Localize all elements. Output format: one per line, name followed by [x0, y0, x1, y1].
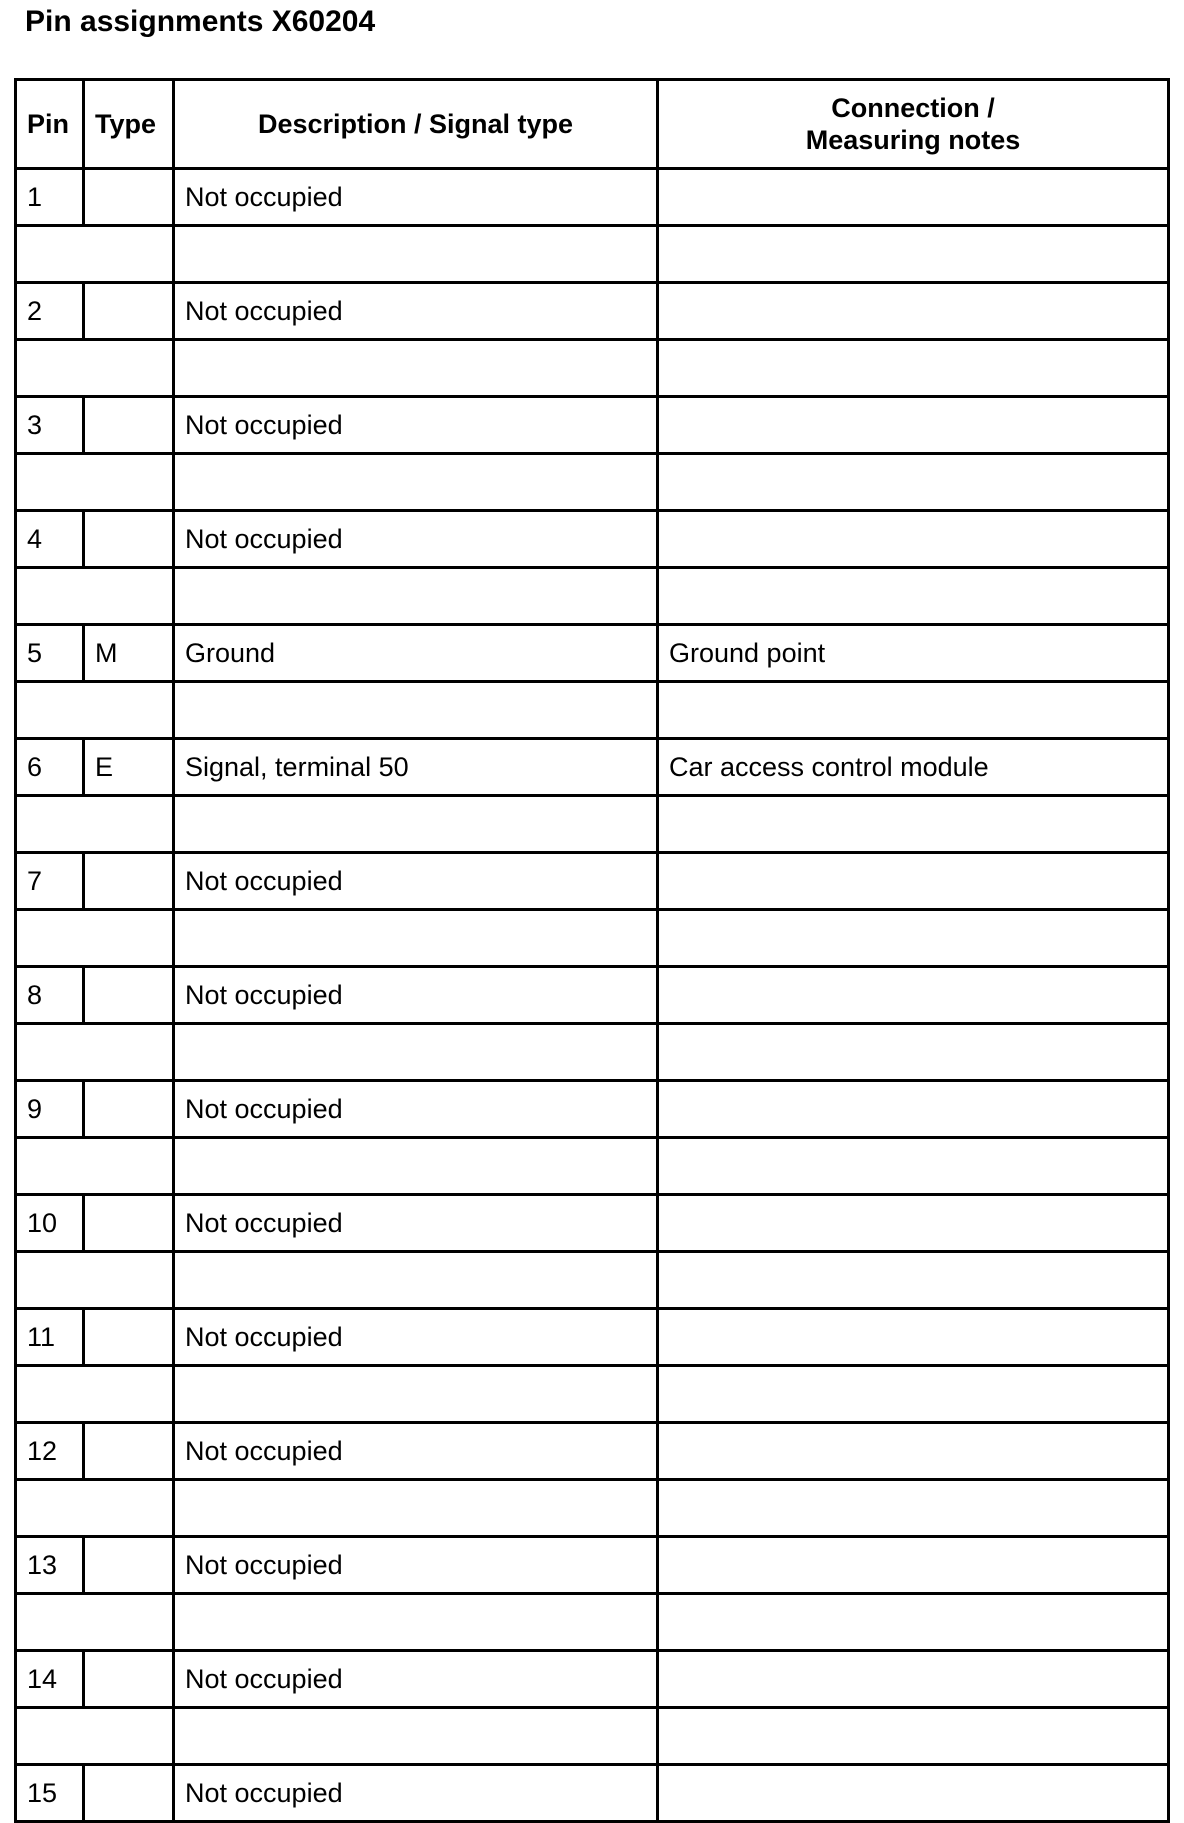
description-cell: Not occupied [174, 1195, 658, 1252]
spacer-row [16, 1252, 1169, 1309]
type-cell [84, 1081, 174, 1138]
table-row [16, 511, 1169, 568]
spacer-cell [16, 1708, 174, 1765]
spacer-row [16, 1708, 1169, 1765]
type-cell: M [84, 625, 174, 682]
description-cell: Not occupied [174, 169, 658, 226]
connection-cell [658, 1081, 1169, 1138]
pin-cell: 8 [16, 967, 84, 1024]
connection-cell [658, 1537, 1169, 1594]
type-cell: E [84, 739, 174, 796]
pin-cell: 6 [16, 739, 84, 796]
pin-cell: 1 [16, 169, 84, 226]
pin-cell: 15 [16, 1765, 84, 1822]
connection-cell [658, 169, 1169, 226]
type-cell [84, 511, 174, 568]
spacer-cell [658, 1366, 1169, 1423]
table-row [16, 1537, 1169, 1594]
connection-cell [658, 1309, 1169, 1366]
spacer-row [16, 796, 1169, 853]
spacer-cell [658, 910, 1169, 967]
spacer-row [16, 454, 1169, 511]
spacer-cell [658, 1480, 1169, 1537]
table-row [16, 739, 1169, 796]
spacer-row [16, 682, 1169, 739]
table-header-row [16, 80, 1169, 169]
spacer-row [16, 1024, 1169, 1081]
type-cell [84, 1195, 174, 1252]
type-cell [84, 967, 174, 1024]
spacer-cell [174, 340, 658, 397]
description-cell: Signal, terminal 50 [174, 739, 658, 796]
table-row [16, 1195, 1169, 1252]
header-pin: Pin [16, 80, 84, 169]
type-cell [84, 1765, 174, 1822]
header-description: Description / Signal type [174, 80, 658, 169]
connection-cell: Car access control module [658, 739, 1169, 796]
type-cell [84, 1309, 174, 1366]
spacer-cell [16, 568, 174, 625]
description-cell: Not occupied [174, 1309, 658, 1366]
spacer-cell [16, 1480, 174, 1537]
spacer-cell [174, 1594, 658, 1651]
spacer-cell [174, 1252, 658, 1309]
spacer-cell [174, 1138, 658, 1195]
pin-cell: 2 [16, 283, 84, 340]
spacer-cell [16, 1594, 174, 1651]
spacer-cell [16, 454, 174, 511]
spacer-cell [658, 454, 1169, 511]
spacer-cell [174, 682, 658, 739]
description-cell: Not occupied [174, 1537, 658, 1594]
spacer-row [16, 340, 1169, 397]
spacer-cell [658, 796, 1169, 853]
spacer-row [16, 1480, 1169, 1537]
table-row [16, 1765, 1169, 1822]
spacer-cell [658, 1594, 1169, 1651]
spacer-row [16, 1366, 1169, 1423]
spacer-cell [174, 226, 658, 283]
pin-cell: 3 [16, 397, 84, 454]
table-row [16, 283, 1169, 340]
spacer-cell [16, 1024, 174, 1081]
spacer-row [16, 1594, 1169, 1651]
table-body [16, 169, 1169, 1822]
spacer-cell [174, 910, 658, 967]
spacer-cell [658, 1708, 1169, 1765]
description-cell: Not occupied [174, 1765, 658, 1822]
header-type: Type [84, 80, 174, 169]
table-row [16, 1423, 1169, 1480]
connection-cell [658, 397, 1169, 454]
description-cell: Not occupied [174, 853, 658, 910]
type-cell [84, 853, 174, 910]
table-row [16, 1309, 1169, 1366]
type-cell [84, 1423, 174, 1480]
description-cell: Not occupied [174, 511, 658, 568]
spacer-cell [16, 1138, 174, 1195]
spacer-cell [16, 226, 174, 283]
spacer-cell [174, 1708, 658, 1765]
connection-cell: Ground point [658, 625, 1169, 682]
spacer-row [16, 910, 1169, 967]
type-cell [84, 1651, 174, 1708]
pin-cell: 9 [16, 1081, 84, 1138]
connection-cell [658, 1765, 1169, 1822]
type-cell [84, 283, 174, 340]
connection-cell [658, 283, 1169, 340]
type-cell [84, 169, 174, 226]
spacer-cell [658, 568, 1169, 625]
pin-cell: 12 [16, 1423, 84, 1480]
spacer-cell [16, 1252, 174, 1309]
spacer-cell [16, 1366, 174, 1423]
spacer-row [16, 1138, 1169, 1195]
pin-cell: 10 [16, 1195, 84, 1252]
description-cell: Not occupied [174, 283, 658, 340]
pin-cell: 4 [16, 511, 84, 568]
table-row [16, 1651, 1169, 1708]
spacer-cell [658, 1024, 1169, 1081]
description-cell: Not occupied [174, 967, 658, 1024]
spacer-cell [174, 454, 658, 511]
connection-cell [658, 967, 1169, 1024]
spacer-cell [174, 796, 658, 853]
spacer-cell [16, 796, 174, 853]
description-cell: Ground [174, 625, 658, 682]
header-connection-label: Connection / Measuring notes [805, 93, 1021, 155]
header-connection [658, 80, 1169, 169]
table-row [16, 625, 1169, 682]
connection-cell [658, 1651, 1169, 1708]
pin-cell: 13 [16, 1537, 84, 1594]
table-row [16, 853, 1169, 910]
spacer-cell [658, 340, 1169, 397]
connection-cell [658, 1195, 1169, 1252]
description-cell: Not occupied [174, 1081, 658, 1138]
page-title: Pin assignments X60204 [25, 5, 376, 38]
spacer-cell [174, 1024, 658, 1081]
pin-cell: 14 [16, 1651, 84, 1708]
spacer-cell [16, 682, 174, 739]
pin-cell: 7 [16, 853, 84, 910]
spacer-cell [658, 1252, 1169, 1309]
spacer-cell [174, 1480, 658, 1537]
description-cell: Not occupied [174, 1651, 658, 1708]
table-row [16, 169, 1169, 226]
spacer-cell [658, 682, 1169, 739]
spacer-cell [16, 910, 174, 967]
description-cell: Not occupied [174, 1423, 658, 1480]
connection-cell [658, 511, 1169, 568]
type-cell [84, 1537, 174, 1594]
description-cell: Not occupied [174, 397, 658, 454]
connection-cell [658, 853, 1169, 910]
table-row [16, 397, 1169, 454]
pin-cell: 11 [16, 1309, 84, 1366]
table-row [16, 1081, 1169, 1138]
spacer-row [16, 226, 1169, 283]
table-row [16, 967, 1169, 1024]
pin-assignment-table [14, 78, 1170, 1823]
connection-cell [658, 1423, 1169, 1480]
spacer-row [16, 568, 1169, 625]
pin-cell: 5 [16, 625, 84, 682]
spacer-cell [16, 340, 174, 397]
spacer-cell [174, 568, 658, 625]
spacer-cell [658, 226, 1169, 283]
type-cell [84, 397, 174, 454]
spacer-cell [174, 1366, 658, 1423]
spacer-cell [658, 1138, 1169, 1195]
